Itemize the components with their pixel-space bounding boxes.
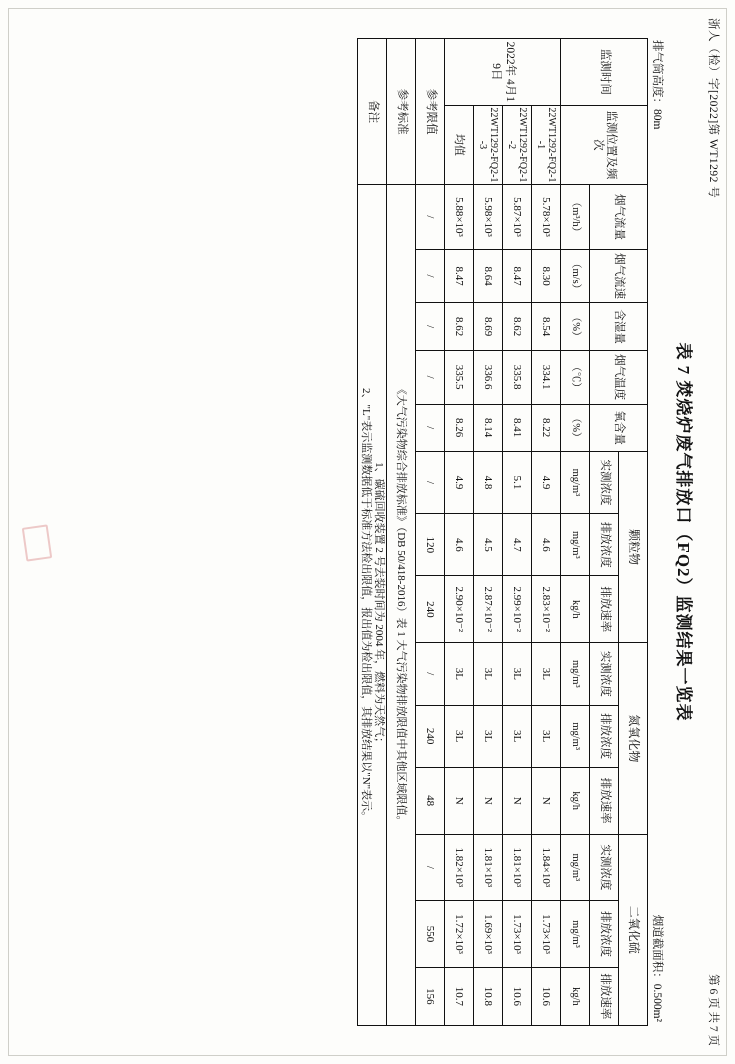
col-header-position: 监测位置及频次 xyxy=(560,105,647,185)
cell-velocity: 8.47 xyxy=(502,249,531,303)
cell-moisture: / xyxy=(415,303,444,350)
cell-pm-emission: 120 xyxy=(415,514,444,576)
cell-temperature: 335.5 xyxy=(444,350,473,404)
cell-nox-rate: N xyxy=(473,767,502,834)
cell-pm-emission: 4.6 xyxy=(531,514,560,576)
col-header-moisture: 含湿量 xyxy=(589,303,647,350)
monitoring-results-table xyxy=(357,38,648,1026)
cell-oxygen: 8.22 xyxy=(531,404,560,451)
col-header-time: 监测时间 xyxy=(560,39,647,106)
cell-temperature: / xyxy=(415,350,444,404)
col-so2-measured: 实测浓度 xyxy=(589,834,618,901)
col-nox-emission: 排放浓度 xyxy=(589,705,618,767)
cell-nox-rate: N xyxy=(502,767,531,834)
unit-moisture: （%） xyxy=(560,303,589,350)
cell-pm-emission: 4.6 xyxy=(444,514,473,576)
unit-so2-rate: kg/h xyxy=(560,967,589,1025)
cell-nox-rate: 48 xyxy=(415,767,444,834)
cell-pm-rate: 240 xyxy=(415,576,444,643)
cell-so2-measured: 1.81×10³ xyxy=(502,834,531,901)
cell-position: 22WT1292-FQ2-1-2 xyxy=(502,105,531,185)
page-title: 表 7 焚烧炉废气排放口（FQ2）监测结果一览表 xyxy=(673,342,693,722)
table-row-average xyxy=(444,39,473,1026)
table-row xyxy=(473,39,502,1026)
cell-pm-measured: 4.9 xyxy=(444,451,473,513)
document-content xyxy=(12,12,724,1052)
report-number: 浙人（检）字[2022]第 WT1292 号 xyxy=(706,18,719,199)
cell-flow: 5.78×10³ xyxy=(531,185,560,250)
cell-moisture: 8.62 xyxy=(502,303,531,350)
cell-flow: 5.98×10³ xyxy=(473,185,502,250)
cell-so2-rate: 156 xyxy=(415,967,444,1025)
cell-pm-emission: 4.7 xyxy=(502,514,531,576)
cell-position: 22WT1292-FQ2-1-3 xyxy=(473,105,502,185)
col-nox-rate: 排放速率 xyxy=(589,767,618,834)
cell-flow: / xyxy=(415,185,444,250)
stack-height-label: 排气筒高度：80m xyxy=(650,40,663,130)
unit-pm-measured: mg/m³ xyxy=(560,451,589,513)
table-row-standard xyxy=(386,39,415,1026)
col-header-oxygen: 氧含量 xyxy=(589,404,647,451)
cell-oxygen: / xyxy=(415,404,444,451)
col-header-temperature: 烟气温度 xyxy=(589,350,647,404)
col-pm-measured: 实测浓度 xyxy=(589,451,618,513)
unit-temperature: （℃） xyxy=(560,350,589,404)
cell-moisture: 8.54 xyxy=(531,303,560,350)
cell-remark-label: 备注 xyxy=(357,39,386,185)
col-so2-emission: 排放浓度 xyxy=(589,901,618,968)
cell-so2-rate: 10.7 xyxy=(444,967,473,1025)
row-date: 2022年 4月19日 xyxy=(444,39,560,106)
col-group-particulate: 颗粒物 xyxy=(618,451,647,642)
cell-so2-measured: 1.81×10³ xyxy=(473,834,502,901)
cell-standard-label: 参考标准 xyxy=(386,39,415,185)
unit-nox-emission: mg/m³ xyxy=(560,705,589,767)
col-group-so2: 二氧化硫 xyxy=(618,834,647,1025)
cell-remark-text xyxy=(357,185,386,1026)
cell-so2-emission: 1.69×10³ xyxy=(473,901,502,968)
unit-nox-rate: kg/h xyxy=(560,767,589,834)
cell-so2-rate: 10.8 xyxy=(473,967,502,1025)
cell-oxygen: 8.14 xyxy=(473,404,502,451)
cell-oxygen: 8.41 xyxy=(502,404,531,451)
cell-nox-measured: 3L xyxy=(444,643,473,705)
cell-nox-measured: 3L xyxy=(531,643,560,705)
cell-standard-text: 《大气污染物综合排放标准》（DB 50/418-2016）表 1 大气污染物排放限值中其他区域限值。 xyxy=(386,185,415,1026)
table-header-groups xyxy=(618,39,647,1026)
cell-velocity: 8.47 xyxy=(444,249,473,303)
cell-velocity: / xyxy=(415,249,444,303)
unit-pm-emission: mg/m³ xyxy=(560,514,589,576)
cell-pm-measured: 4.9 xyxy=(531,451,560,513)
cell-pm-measured: 4.8 xyxy=(473,451,502,513)
cell-so2-rate: 10.6 xyxy=(502,967,531,1025)
unit-pm-rate: kg/h xyxy=(560,576,589,643)
duct-area-label: 烟道截面积：0.500m² xyxy=(650,914,663,1022)
table-row xyxy=(502,39,531,1026)
remark-line-2: 2、"L"表示监测数据低于标准方法检出限值，报出值为检出限值，其排放结果以"N"表示。 xyxy=(359,388,372,823)
cell-nox-emission: 3L xyxy=(473,705,502,767)
table-row xyxy=(531,39,560,1026)
table-row-remark xyxy=(357,39,386,1026)
cell-so2-emission: 550 xyxy=(415,901,444,968)
cell-pm-measured: / xyxy=(415,451,444,513)
cell-pm-measured: 5.1 xyxy=(502,451,531,513)
remark-line-1: 1、碳硫回收装置 2 号去装时间为 2004 年，燃料为天然气； xyxy=(372,462,385,749)
cell-oxygen: 8.26 xyxy=(444,404,473,451)
cell-so2-emission: 1.72×10³ xyxy=(444,901,473,968)
cell-temperature: 334.1 xyxy=(531,350,560,404)
cell-flow: 5.87×10³ xyxy=(502,185,531,250)
unit-oxygen: （%） xyxy=(560,404,589,451)
cell-so2-emission: 1.73×10³ xyxy=(531,901,560,968)
cell-pm-rate: 2.87×10⁻² xyxy=(473,576,502,643)
col-nox-measured: 实测浓度 xyxy=(589,643,618,705)
cell-nox-emission: 3L xyxy=(502,705,531,767)
cell-nox-emission: 3L xyxy=(531,705,560,767)
cell-moisture: 8.62 xyxy=(444,303,473,350)
col-header-velocity: 烟气流速 xyxy=(589,249,647,303)
col-pm-emission: 排放浓度 xyxy=(589,514,618,576)
cell-so2-rate: 10.6 xyxy=(531,967,560,1025)
cell-pm-rate: 2.83×10⁻² xyxy=(531,576,560,643)
cell-nox-emission: 240 xyxy=(415,705,444,767)
cell-moisture: 8.69 xyxy=(473,303,502,350)
cell-temperature: 336.6 xyxy=(473,350,502,404)
unit-nox-measured: mg/m³ xyxy=(560,643,589,705)
cell-nox-measured: 3L xyxy=(473,643,502,705)
cell-average-label: 均值 xyxy=(444,105,473,185)
col-pm-rate: 排放速率 xyxy=(589,576,618,643)
cell-pm-rate: 2.90×10⁻² xyxy=(444,576,473,643)
cell-nox-emission: 3L xyxy=(444,705,473,767)
unit-so2-emission: mg/m³ xyxy=(560,901,589,968)
cell-so2-emission: 1.73×10³ xyxy=(502,901,531,968)
cell-position: 22WT1292-FQ2-1-1 xyxy=(531,105,560,185)
col-so2-rate: 排放速率 xyxy=(589,967,618,1025)
cell-so2-measured: / xyxy=(415,834,444,901)
cell-temperature: 335.8 xyxy=(502,350,531,404)
cell-so2-measured: 1.84×10³ xyxy=(531,834,560,901)
red-stamp-mark xyxy=(20,520,54,564)
cell-pm-rate: 2.99×10⁻² xyxy=(502,576,531,643)
cell-velocity: 8.30 xyxy=(531,249,560,303)
cell-so2-measured: 1.82×10³ xyxy=(444,834,473,901)
cell-pm-emission: 4.5 xyxy=(473,514,502,576)
cell-nox-measured: 3L xyxy=(502,643,531,705)
col-group-nox: 氮氧化物 xyxy=(618,643,647,834)
table-header-units xyxy=(560,39,589,1026)
cell-velocity: 8.64 xyxy=(473,249,502,303)
unit-flow: （m³/h） xyxy=(560,185,589,250)
cell-nox-rate: N xyxy=(444,767,473,834)
page-number: 第 6 页 共 7 页 xyxy=(706,974,719,1046)
cell-limit-label: 参考限值 xyxy=(415,39,444,185)
unit-velocity: （m/s） xyxy=(560,249,589,303)
cell-nox-rate: N xyxy=(531,767,560,834)
unit-so2-measured: mg/m³ xyxy=(560,834,589,901)
cell-nox-measured: / xyxy=(415,643,444,705)
col-header-flow: 烟气流量 xyxy=(589,185,647,250)
table-row-limit xyxy=(415,39,444,1026)
cell-flow: 5.88×10³ xyxy=(444,185,473,250)
